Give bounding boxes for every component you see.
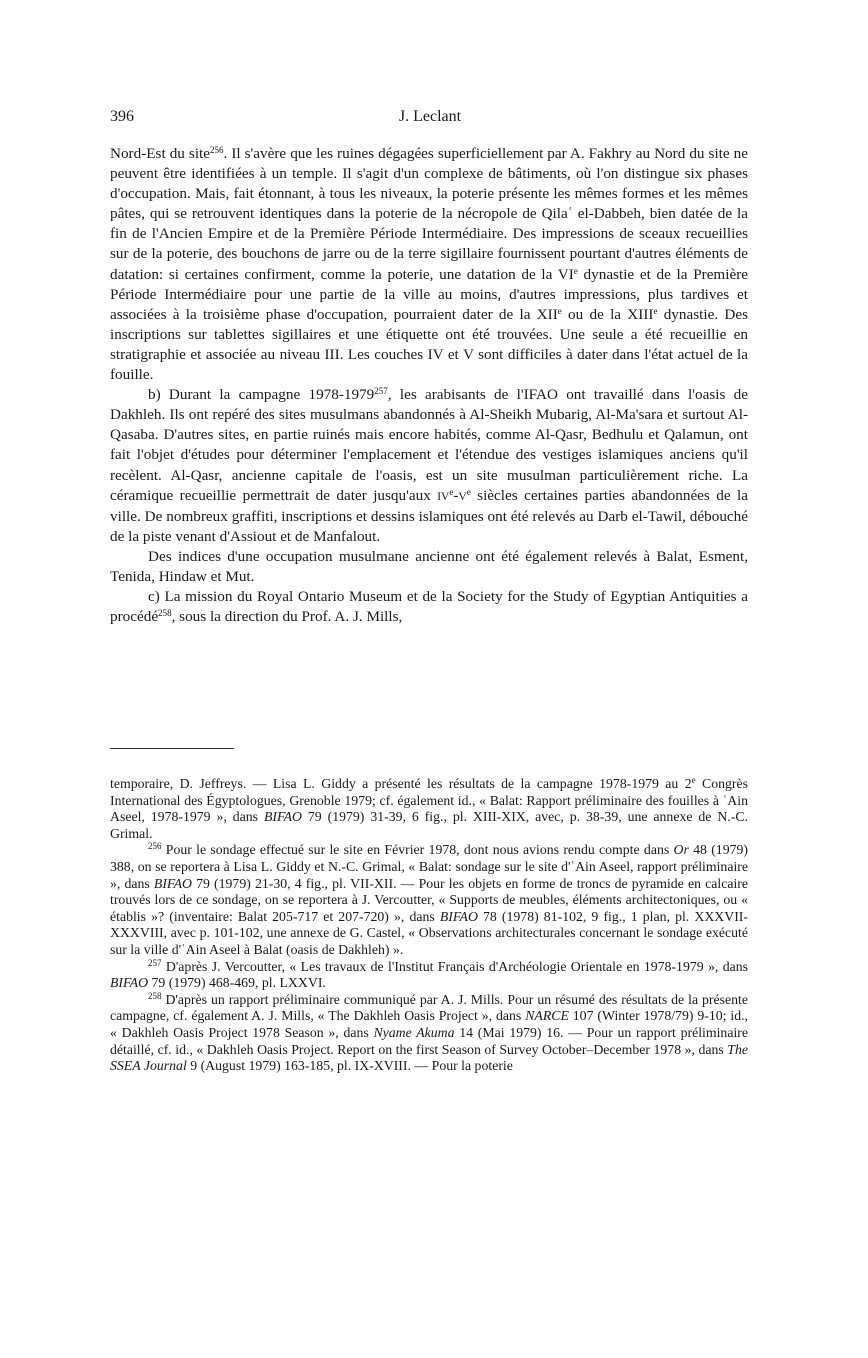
running-head: J. Leclant [398, 108, 462, 125]
text-run: b) Durant la campagne 1978-1979 [148, 386, 375, 404]
footnotes [110, 776, 748, 1075]
main-text [110, 144, 748, 627]
journal-title: BIFAO [263, 809, 302, 825]
text-run: dynastie et de la Première Période Intermédiaire pour une partie de la ville au moins, d'autres impressions, plus tardives et associées à la troisième phase d'occupation, pourraient dater de la XII [110, 265, 749, 323]
footnote-number: 258 [148, 990, 162, 1001]
text-run: - [453, 486, 459, 504]
superscript: e [466, 486, 471, 497]
text-run: siècles certaines parties abandonnées de la ville. De nombreux graffiti, inscriptions et dessins islamiques ont été relevés au Darb el-Tawil, débouché de la piste venant d'Assiout et de Manfalout. [110, 486, 748, 545]
text-run: Pour le sondage effectué sur le site en Février 1978, dont nous avions rendu compte dans [161, 842, 674, 858]
paragraph-3: Des indices d'une occupation musulmane ancienne ont été également relevés à Balat, Esment, Tenida, Hindaw et Mut. [110, 547, 748, 585]
superscript: e [573, 265, 578, 276]
text-run: 79 (1979) 21-30, 4 fig., pl. VII-XII. — Pour les objets en forme de troncs de pyramide en calcaire trouvés lors de ce sondage, on se reportera à J. Vercoutter, « Supports de meubles, éléments architectoniques, ou « établis »? (inventaire: Balat 205-717 et 207-720) », dans [110, 875, 748, 924]
footnote-ref-257[interactable]: 257 [374, 386, 388, 397]
journal-title: The SSEA Journal [110, 1041, 748, 1074]
superscript: e [449, 486, 454, 497]
paragraph-2 [110, 385, 748, 547]
footnote-ref-256[interactable]: 256 [210, 145, 224, 155]
superscript: e [691, 775, 696, 785]
paragraph-4 [110, 587, 748, 627]
small-caps: V [458, 490, 467, 503]
journal-title: Nyame Akuma [373, 1024, 455, 1040]
text-run: D'après J. Vercoutter, « Les travaux de l'Institut Français d'Archéologie Orientale en 1978-1979 », dans [161, 958, 748, 974]
page-header [110, 108, 750, 132]
page-number: 396 [110, 108, 134, 125]
footnote-number: 256 [148, 841, 162, 852]
text-run: 78 (1978) 81-102, 9 fig., 1 plan, pl. XXXVII-XXXVIII, avec p. 101-102, une annexe de G. Castel, « Observations architecturales concernant le sondage exécuté sur la ville d'ʿAin Aseel à Balat (oasis de Dakhleh) ». [110, 908, 748, 957]
footnote-separator [110, 748, 234, 749]
footnote-258 [110, 992, 748, 1075]
text-run: c) La mission du Royal Ontario Museum et de la Society for the Study of Egyptian Antiquities a procédé [110, 588, 748, 626]
journal-title: BIFAO [110, 975, 149, 991]
paragraph-1 [110, 144, 748, 385]
text-run: D'après un rapport préliminaire communiqué par A. J. Mills. Pour un résumé des résultats de la présente campagne, cf. également A. J. Mills, « The Dakhleh Oasis Project », dans [110, 991, 748, 1024]
text-run: temporaire, D. Jeffreys. — Lisa L. Giddy a présenté les résultats de la campagne 1978-1979 au 2 [110, 776, 692, 791]
footnote-number: 257 [148, 957, 162, 968]
text-run: , sous la direction du Prof. A. J. Mills, [171, 608, 403, 626]
text-run: Congrès International des Égyptologues, Grenoble 1979; cf. également id., « Balat: Rapport préliminaire des fouilles à ʿAin Aseel, 1978-1979 », dans [110, 776, 748, 825]
journal-title: BIFAO [153, 875, 192, 891]
text-run: ou de la XIII [561, 305, 654, 323]
superscript: e [557, 305, 562, 316]
footnote-ref-258[interactable]: 258 [158, 608, 172, 619]
text-run: , les arabisants de l'IFAO ont travaillé dans l'oasis de Dakhleh. Ils ont repéré des sites musulmans abandonnés à Al-Sheikh Mubarig, Al-Ma'sara et surtout Al-Qasaba. D'autres sites, en partie ruinés mais encore habités, comme Al-Qasr, Bedhulu et Qalamun, ont fait l'objet d'études pour déterminer l'emplacement et l'étendue des vestiges islamiques anciens qu'il recèlent. Al-Qasr, ancienne capitale de l'oasis, est un site musulman particulièrement riche. La céramique recueillie permettrait de dater jusqu'aux [110, 386, 748, 504]
footnote-256 [110, 842, 748, 958]
text-run: 107 (Winter 1978/79) 9-10; id., « Dakhleh Oasis Project 1978 Season », dans [110, 1008, 748, 1040]
text-run: 79 (1979) 468-469, pl. LXXVI. [148, 975, 326, 991]
text-run: Nord-Est du site [110, 145, 211, 162]
text-run: dynastie. Des inscriptions sur tablettes sigillaires et une étiquette ont été trouvées. Une seule a été recueillie en stratigraphie et associée au niveau III. Les couches IV et V sont difficiles à dater dans l'état actuel de la fouille. [110, 305, 748, 384]
text-run: 79 (1979) 31-39, 6 fig., pl. XIII-XIX, avec, p. 38-39, une annexe de N.-C. Grimal. [110, 809, 748, 841]
text-run: 48 (1979) 388, on se reportera à Lisa L. Giddy et N.-C. Grimal, « Balat: sondage sur le site d'ʿAin Aseel, rapport préliminaire », dans [110, 842, 748, 891]
small-caps: IV [437, 490, 450, 503]
text-run: 9 (August 1979) 163-185, pl. IX-XVIII. — Pour la poterie [186, 1058, 513, 1074]
text-run: . Il s'avère que les ruines dégagées superficiellement par A. Fakhry au Nord du site ne peuvent être identifiées à un temple. Il s'agit d'un complexe de bâtiments, où l'on distingue six phases d'occupation. Mais, fait étonnant, à tous les niveaux, la poterie présente les mêmes formes et les mêmes pâtes, qui se retrouvent identiques dans la poterie de la nécropole de Qilaʿ el-Dabbeh, bien datée de la fin de l'Ancien Empire et de la Première Période Intermédiaire. Des impressions de sceaux recueillies sur de la poterie, des bouchons de jarre ou de la terre sigillaire fournissent pourtant d'autres éléments de datation: si certaines confirment, comme la poterie, une datation de la VI [110, 145, 748, 283]
journal-title: NARCE [525, 1008, 569, 1024]
journal-title: Or [673, 842, 689, 858]
footnote-continued [110, 776, 748, 842]
superscript: e [653, 305, 658, 316]
footnote-257 [110, 959, 748, 992]
journal-title: BIFAO [439, 908, 478, 924]
text-run: 14 (Mai 1979) 16. — Pour un rapport préliminaire détaillé, cf. id., « Dakhleh Oasis Project. Report on the first Season of Survey October–December 1978 », dans [110, 1024, 749, 1057]
